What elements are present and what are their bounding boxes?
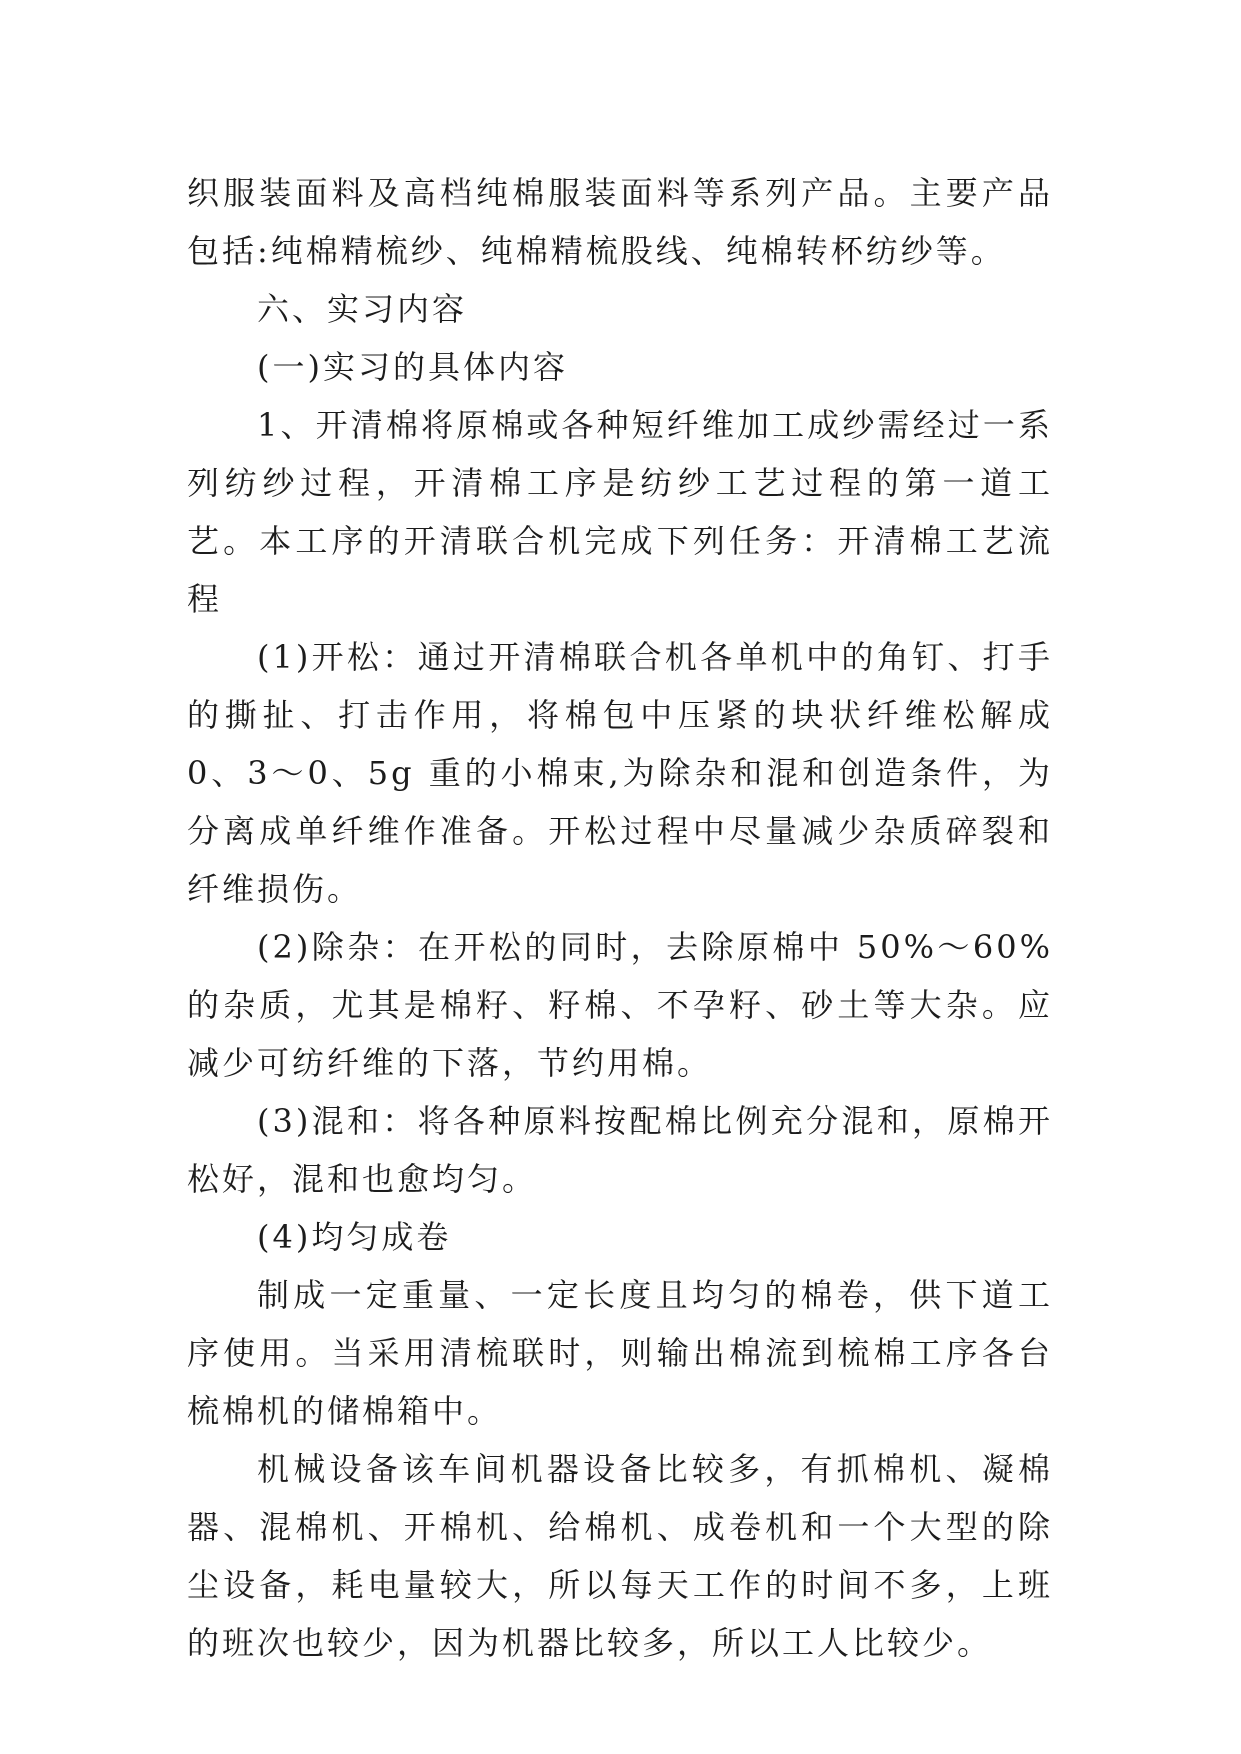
paragraph-products: 织服装面料及高档纯棉服装面料等系列产品。主要产品包括:纯棉精梳纱、纯棉精梳股线、纯棉转杯纺纱等。	[187, 174, 1053, 270]
paragraph-lap-forming-heading: (4)均匀成卷	[257, 1218, 452, 1256]
section-heading-internship-content: 六、实习内容	[257, 290, 468, 328]
document-body	[187, 164, 1053, 1672]
paragraph-lap-forming: 制成一定重量、一定长度且均匀的棉卷，供下道工序使用。当采用清梳联时，则输出棉流到梳棉工序各台梳棉机的储棉箱中。	[187, 1276, 1053, 1430]
subsection-heading-specific-content: (一)实习的具体内容	[257, 348, 568, 386]
paragraph-loosening: (1)开松：通过开清棉联合机各单机中的角钉、打手的撕扯、打击作用，将棉包中压紧的块状纤维松解成 0、3～0、5g 重的小棉束,为除杂和混和创造条件，为分离成单纤维作准备。开松过程中尽量减少杂质碎裂和纤维损伤。	[187, 638, 1053, 908]
paragraph-impurity-removal: (2)除杂：在开松的同时，去除原棉中 50%～60%的杂质，尤其是棉籽、籽棉、不孕籽、砂土等大杂。应减少可纺纤维的下落，节约用棉。	[187, 928, 1053, 1082]
paragraph-machinery: 机械设备该车间机器设备比较多，有抓棉机、凝棉器、混棉机、开棉机、给棉机、成卷机和一个大型的除尘设备，耗电量较大，所以每天工作的时间不多，上班的班次也较少，因为机器比较多，所以工人比较少。	[187, 1450, 1053, 1662]
paragraph-blending: (3)混和：将各种原料按配棉比例充分混和，原棉开松好，混和也愈均匀。	[187, 1102, 1053, 1198]
paragraph-opening-cleaning: 1、开清棉将原棉或各种短纤维加工成纱需经过一系列纺纱过程，开清棉工序是纺纱工艺过程的第一道工艺。本工序的开清联合机完成下列任务：开清棉工艺流程	[187, 406, 1053, 618]
